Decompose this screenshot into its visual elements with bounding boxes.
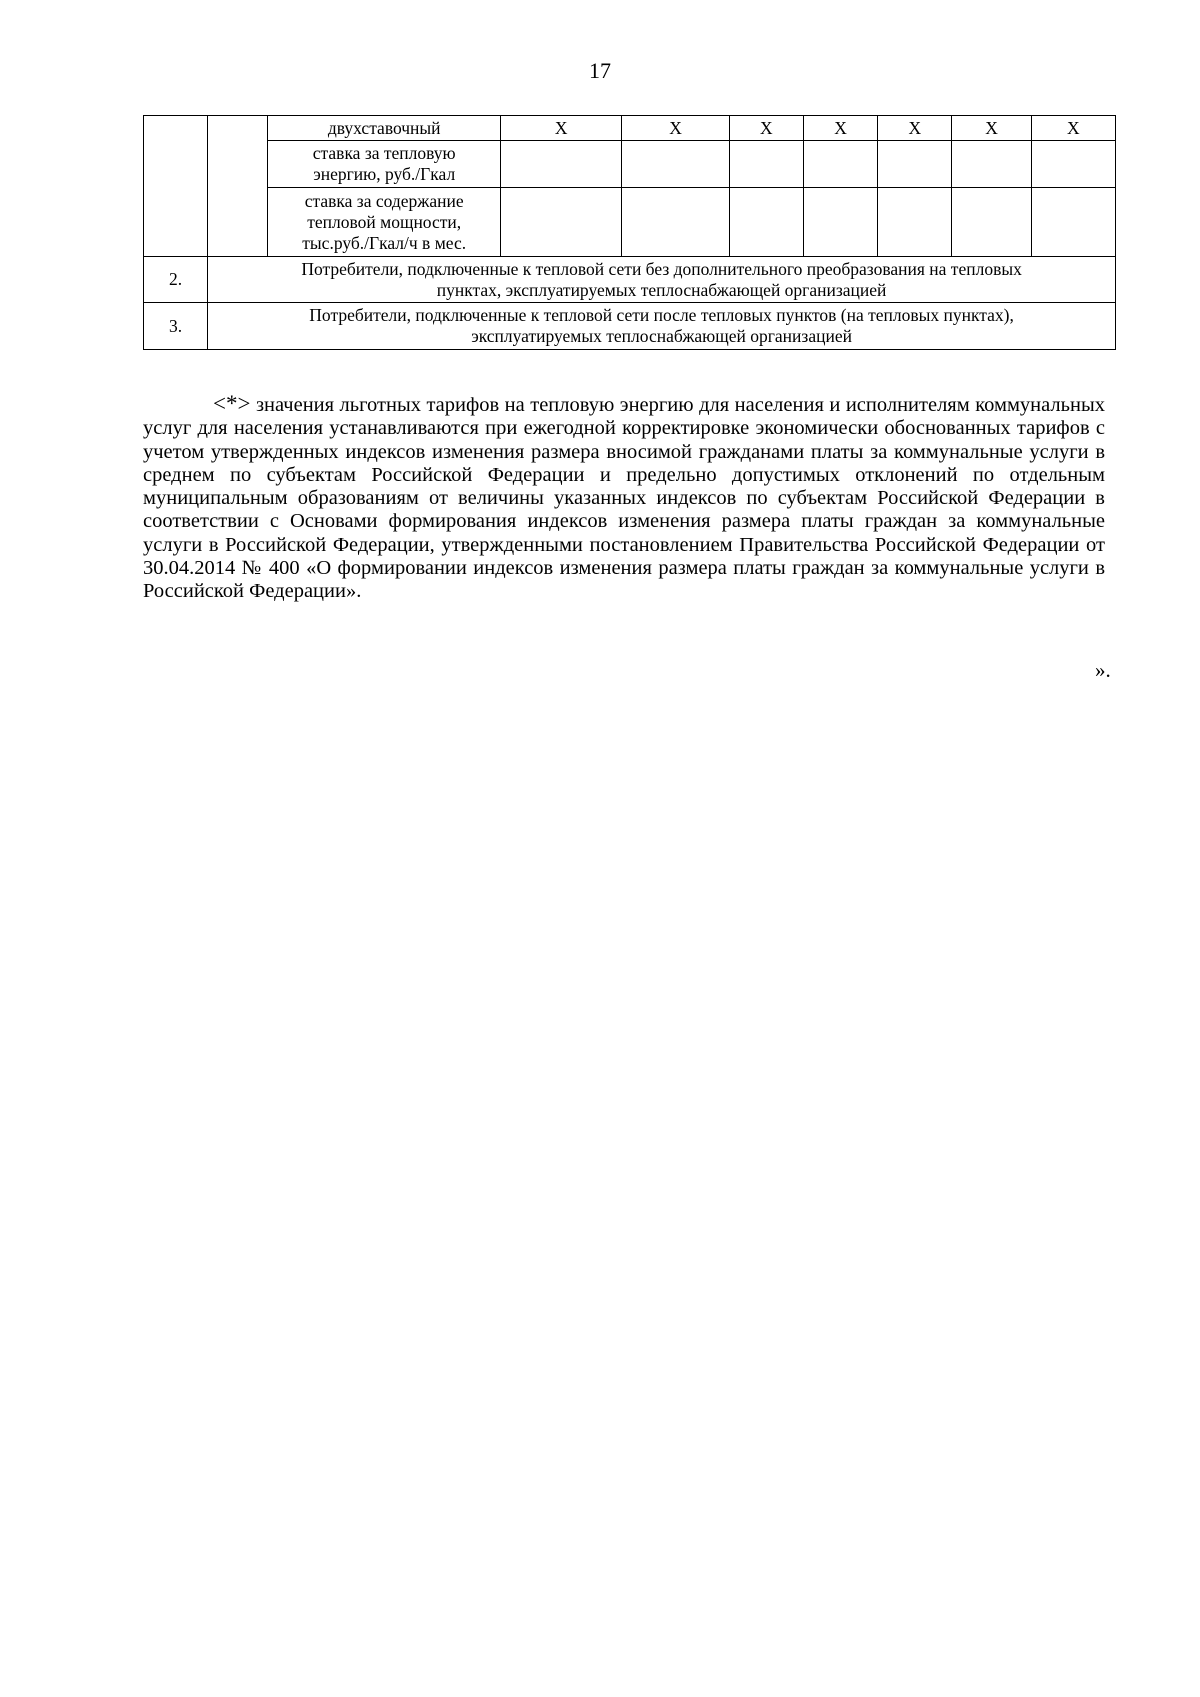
value-cell (803, 188, 877, 257)
table-row-section-3 (144, 303, 1116, 350)
empty-number-cell (144, 116, 208, 257)
section-2-line-1: Потребители, подключенные к тепловой сети без дополнительного преобразования на тепловых (301, 258, 1022, 279)
section-3-text (208, 303, 1116, 350)
value-cell (729, 188, 803, 257)
tariff-table (143, 115, 1116, 350)
value-cell (501, 188, 622, 257)
value-cell (1031, 188, 1115, 257)
capacity-rate-label (268, 188, 501, 257)
value-cell (952, 188, 1031, 257)
x-cell: X (803, 116, 877, 141)
x-cell: X (622, 116, 729, 141)
section-2-text (208, 257, 1116, 303)
section-3-line-1: Потребители, подключенные к тепловой сети после тепловых пунктов (на тепловых пунктах), (309, 305, 1014, 325)
table-row-two-rate (144, 116, 1116, 141)
table-row-energy-rate (144, 141, 1116, 188)
section-2-line-2: пунктах, эксплуатируемых теплоснабжающей организацией (436, 279, 887, 300)
value-cell (729, 141, 803, 188)
x-cell: X (1031, 116, 1115, 141)
closing-quote: ». (1095, 658, 1111, 682)
x-cell: X (501, 116, 622, 141)
value-cell (952, 141, 1031, 188)
x-cell: X (952, 116, 1031, 141)
capacity-rate-line-2: тепловой мощности, (307, 211, 462, 232)
energy-rate-line-2: энергию, руб./Гкал (313, 164, 456, 184)
value-cell (878, 188, 952, 257)
footnote-text: значения льготных тарифов на тепловую энергию для населения и исполнителям коммунальных услуг для населения устанавливаются при ежегодной корректировке экономически обоснованных тарифов с учетом утвержденных индексов изменения размера вносимой гражданами платы за коммунальные услуги в среднем по субъектам Российской Федерации и предельно допустимых отклонений по отдельным муниципальным образованиям от величины указанных индексов по субъектам Российской Федерации в соответствии с Основами формирования индексов изменения размера платы граждан за коммунальные услуги в Российской Федерации, утвержденными постановлением Правительства Российской Федерации от 30.04.2014 № 400 «О формировании индексов изменения размера платы граждан за коммунальные услуги в Российской Федерации». (143, 394, 1105, 603)
page-number: 17 (589, 58, 611, 83)
empty-group-cell (208, 116, 268, 257)
energy-rate-label (268, 141, 501, 188)
x-cell: X (729, 116, 803, 141)
table-row-capacity-rate (144, 188, 1116, 257)
x-cell: X (878, 116, 952, 141)
section-3-line-2: эксплуатируемых теплоснабжающей организацией (471, 326, 852, 346)
value-cell (1031, 141, 1115, 188)
value-cell (622, 141, 729, 188)
footnote-marker: <*> (213, 391, 251, 416)
value-cell (622, 188, 729, 257)
section-3-number: 3. (144, 303, 208, 350)
value-cell (878, 141, 952, 188)
value-cell (501, 141, 622, 188)
energy-rate-line-1: ставка за тепловую (312, 143, 456, 163)
section-2-number: 2. (144, 257, 208, 303)
capacity-rate-line-1: ставка за содержание (304, 190, 464, 211)
two-rate-label: двухставочный (268, 116, 501, 141)
capacity-rate-line-3: тыс.руб./Гкал/ч в мес. (302, 232, 467, 253)
table-row-section-2 (144, 257, 1116, 303)
value-cell (803, 141, 877, 188)
footnote (143, 392, 1105, 604)
